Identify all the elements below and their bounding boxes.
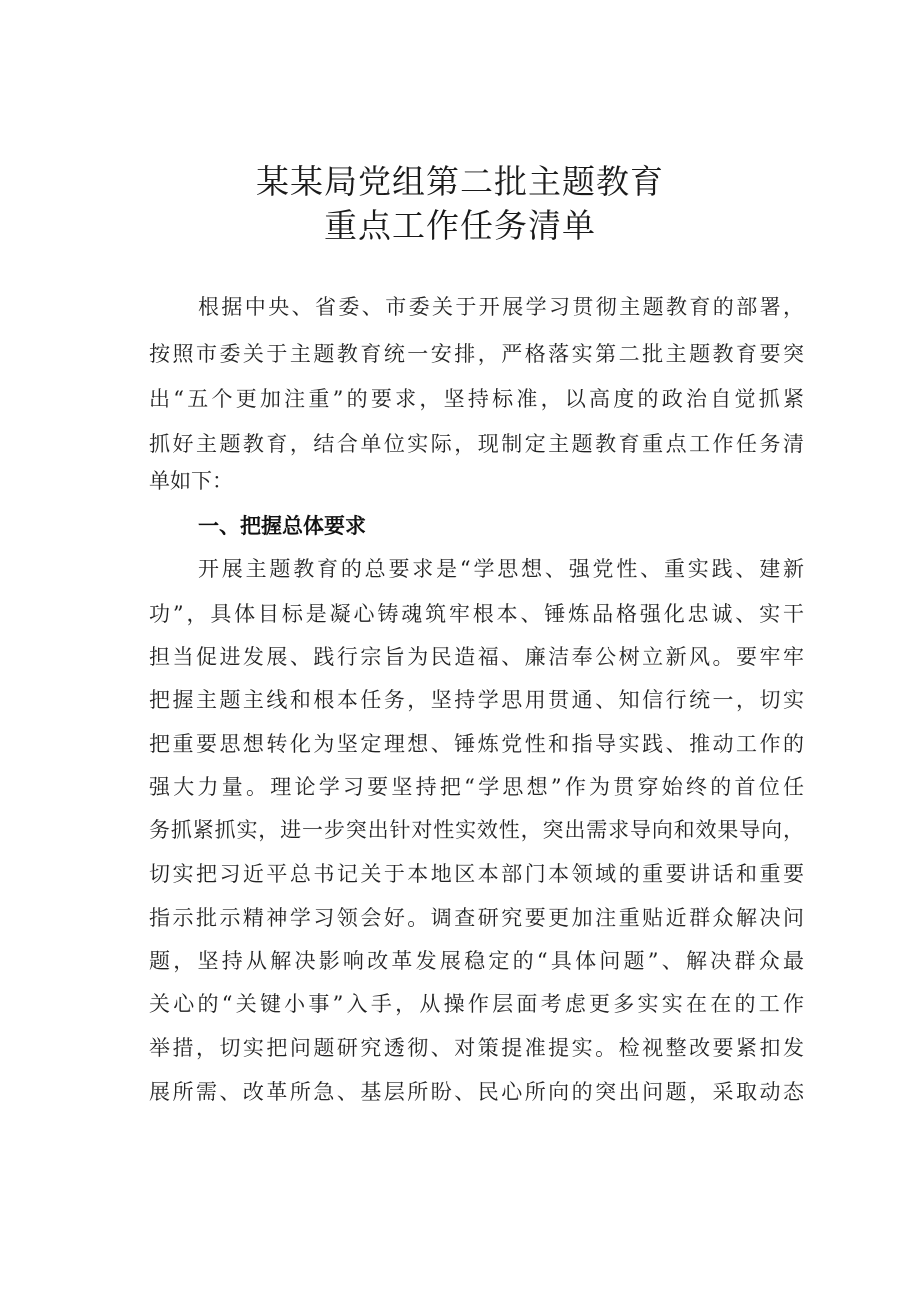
intro-line: 按照市委关于主题教育统一安排，严格落实第二批主题教育要突 bbox=[149, 342, 804, 366]
section1-line: 担当促进发展、践行宗旨为民造福、廉洁奉公树立新风。要牢牢 bbox=[149, 645, 804, 669]
section1-line: 把握主题主线和根本任务，坚持学思用贯通、知信行统一，切实 bbox=[149, 688, 804, 712]
section1-line: 务抓紧抓实，进一步突出针对性实效性，突出需求导向和效果导向， bbox=[149, 818, 804, 842]
section-heading: 一、把握总体要求 bbox=[198, 514, 366, 538]
section1-line: 题，坚持从解决影响改革发展稳定的“具体问题”、解决群众最 bbox=[149, 949, 804, 973]
document-title-line-2: 重点工作任务清单 bbox=[324, 206, 596, 245]
section1-line: 展所需、改革所急、基层所盼、民心所向的突出问题，采取动态 bbox=[149, 1080, 804, 1104]
intro-line: 抓好主题教育，结合单位实际，现制定主题教育重点工作任务清 bbox=[149, 432, 804, 456]
document-title-line-1: 某某局党组第二批主题教育 bbox=[256, 162, 664, 201]
section1-line: 切实把习近平总书记关于本地区本部门本领域的重要讲话和重要 bbox=[149, 862, 804, 886]
intro-line: 单如下： bbox=[149, 469, 233, 493]
section1-line: 把重要思想转化为坚定理想、锤炼党性和指导实践、推动工作的 bbox=[149, 732, 804, 756]
section1-line: 举措，切实把问题研究透彻、对策提准提实。检视整改要紧扣发 bbox=[149, 1036, 804, 1060]
section1-line: 指示批示精神学习领会好。调查研究要更加注重贴近群众解决问 bbox=[149, 906, 804, 930]
intro-line: 根据中央、省委、市委关于开展学习贯彻主题教育的部署， bbox=[198, 295, 804, 319]
section1-line: 关心的“关键小事”入手，从操作层面考虑更多实实在在的工作 bbox=[149, 992, 804, 1016]
section1-line: 强大力量。理论学习要坚持把“学思想”作为贯穿始终的首位任 bbox=[149, 775, 804, 799]
section1-line: 功”，具体目标是凝心铸魂筑牢根本、锤炼品格强化忠诚、实干 bbox=[149, 602, 804, 626]
section1-line: 开展主题教育的总要求是“学思想、强党性、重实践、建新 bbox=[198, 557, 804, 581]
intro-line: 出“五个更加注重”的要求，坚持标准，以高度的政治自觉抓紧 bbox=[149, 387, 804, 411]
